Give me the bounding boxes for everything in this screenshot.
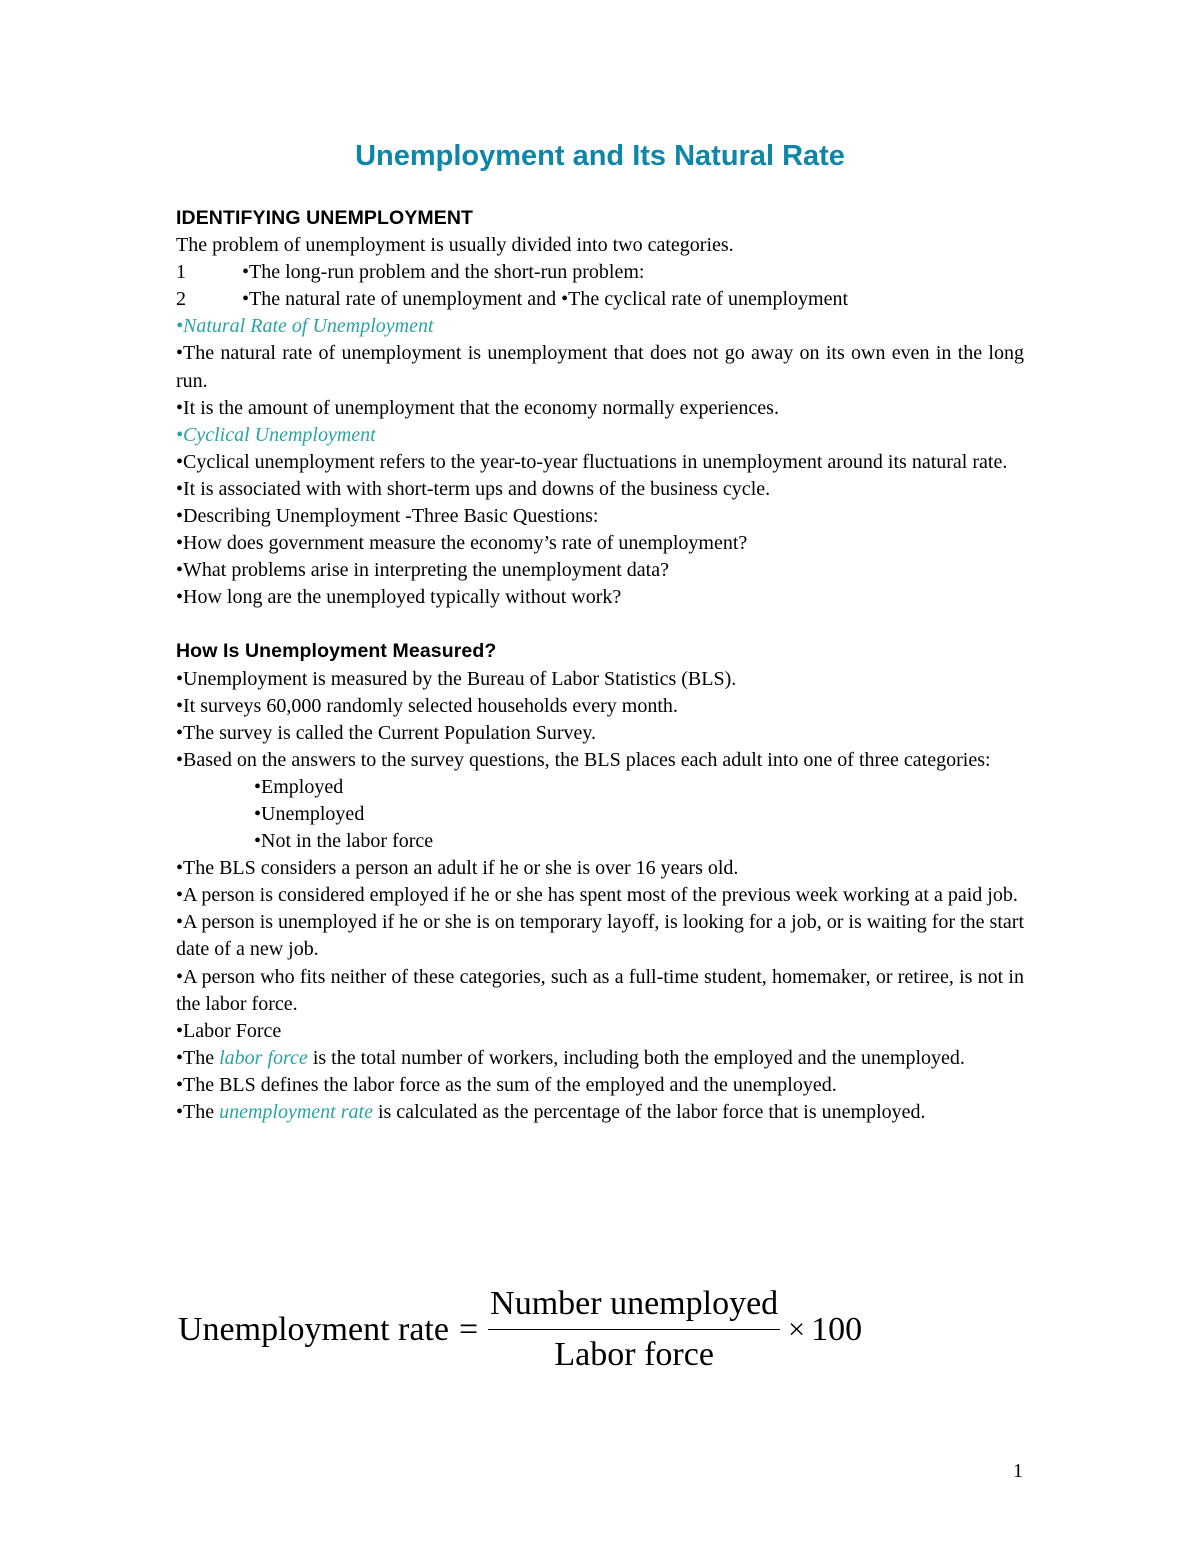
section-heading-identifying: IDENTIFYING UNEMPLOYMENT [176, 207, 474, 229]
paragraph-natural-1: •The natural rate of unemployment is unemployment that does not go away on its own even in the long run. [176, 342, 1024, 392]
paragraph-describing: •Describing Unemployment -Three Basic Questions: [176, 505, 599, 528]
item-text: •The natural rate of unemployment and •The cyclical rate of unemployment [242, 288, 848, 311]
paragraph-unemployment-rate-def [176, 1099, 1024, 1126]
text-run: •The [176, 1101, 220, 1123]
formula-equals: = [458, 1310, 479, 1348]
question-1: •How does government measure the economy’s rate of unemployment? [176, 532, 748, 555]
paragraph-labor-force-def [176, 1045, 1024, 1072]
formula-lhs: Unemployment rate [178, 1310, 449, 1348]
paragraph-labor-force-label: •Labor Force [176, 1019, 282, 1042]
document-body [176, 205, 1024, 1126]
formula-denominator: Labor force [554, 1336, 714, 1374]
category-not-in-labor-force: •Not in the labor force [254, 830, 434, 853]
category-employed: •Employed [254, 775, 344, 798]
section-heading-measured: How Is Unemployment Measured? [176, 640, 497, 663]
paragraph-natural-2: •It is the amount of unemployment that the economy normally experiences. [176, 396, 779, 419]
paragraph-categories: •Based on the answers to the survey questions, the BLS places each adult into one of three categories: [176, 748, 991, 771]
paragraph-survey-name: •The survey is called the Current Population Survey. [176, 721, 597, 744]
category-unemployed: •Unemployed [254, 802, 365, 825]
paragraph-employed-def: •A person is considered employed if he or she has spent most of the previous week working at a paid job. [176, 884, 1018, 907]
formula-times: × [788, 1312, 806, 1346]
item-number: 2 [176, 288, 186, 311]
paragraph-unemployed-def: •A person is unemployed if he or she is on temporary layoff, is looking for a job, or is waiting for the start date of a new job. [176, 911, 1024, 961]
item-text: •The long-run problem and the short-run problem: [242, 261, 645, 284]
paragraph-bls: •Unemployment is measured by the Bureau of Labor Statistics (BLS). [176, 667, 737, 690]
paragraph-adult: •The BLS considers a person an adult if he or she is over 16 years old. [176, 857, 739, 880]
formula-factor: 100 [811, 1310, 863, 1348]
text-run: is the total number of workers, including both the employed and the unemployed. [307, 1046, 965, 1069]
formula-fraction [488, 1285, 780, 1375]
formula-numerator: Number unemployed [490, 1284, 779, 1322]
section-spacer [176, 611, 1024, 638]
paragraph-not-in-labor-force: •A person who fits neither of these categories, such as a full-time student, homemaker, or retiree, is not in the labor force. [176, 965, 1024, 1015]
unemployment-rate-formula [178, 1282, 862, 1377]
term-unemployment-rate: unemployment rate [219, 1101, 373, 1123]
paragraph-labor-force-sum: •The BLS defines the labor force as the sum of the employed and the unemployed. [176, 1073, 837, 1096]
subheading-natural-rate: •Natural Rate of Unemployment [176, 315, 434, 338]
text-run: is calculated as the percentage of the labor force that is unemployed. [372, 1101, 926, 1123]
numbered-item-2 [176, 286, 1024, 313]
text-run: •The [176, 1046, 220, 1069]
paragraph-cyclical-1: •Cyclical unemployment refers to the year-to-year fluctuations in unemployment around its natural rate. [176, 450, 1008, 473]
subheading-cyclical: •Cyclical Unemployment [176, 423, 376, 446]
question-2: •What problems arise in interpreting the unemployment data? [176, 559, 669, 582]
page-number: 1 [1013, 1460, 1023, 1482]
term-labor-force: labor force [219, 1046, 308, 1069]
numbered-item-1 [176, 259, 1024, 286]
document-title: Unemployment and Its Natural Rate [355, 140, 845, 172]
paragraph-cyclical-2: •It is associated with with short-term ups and downs of the business cycle. [176, 477, 771, 500]
question-3: •How long are the unemployed typically without work? [176, 586, 622, 609]
paragraph-intro: The problem of unemployment is usually divided into two categories. [176, 234, 734, 257]
item-number: 1 [176, 261, 186, 284]
paragraph-surveys: •It surveys 60,000 randomly selected households every month. [176, 694, 678, 717]
